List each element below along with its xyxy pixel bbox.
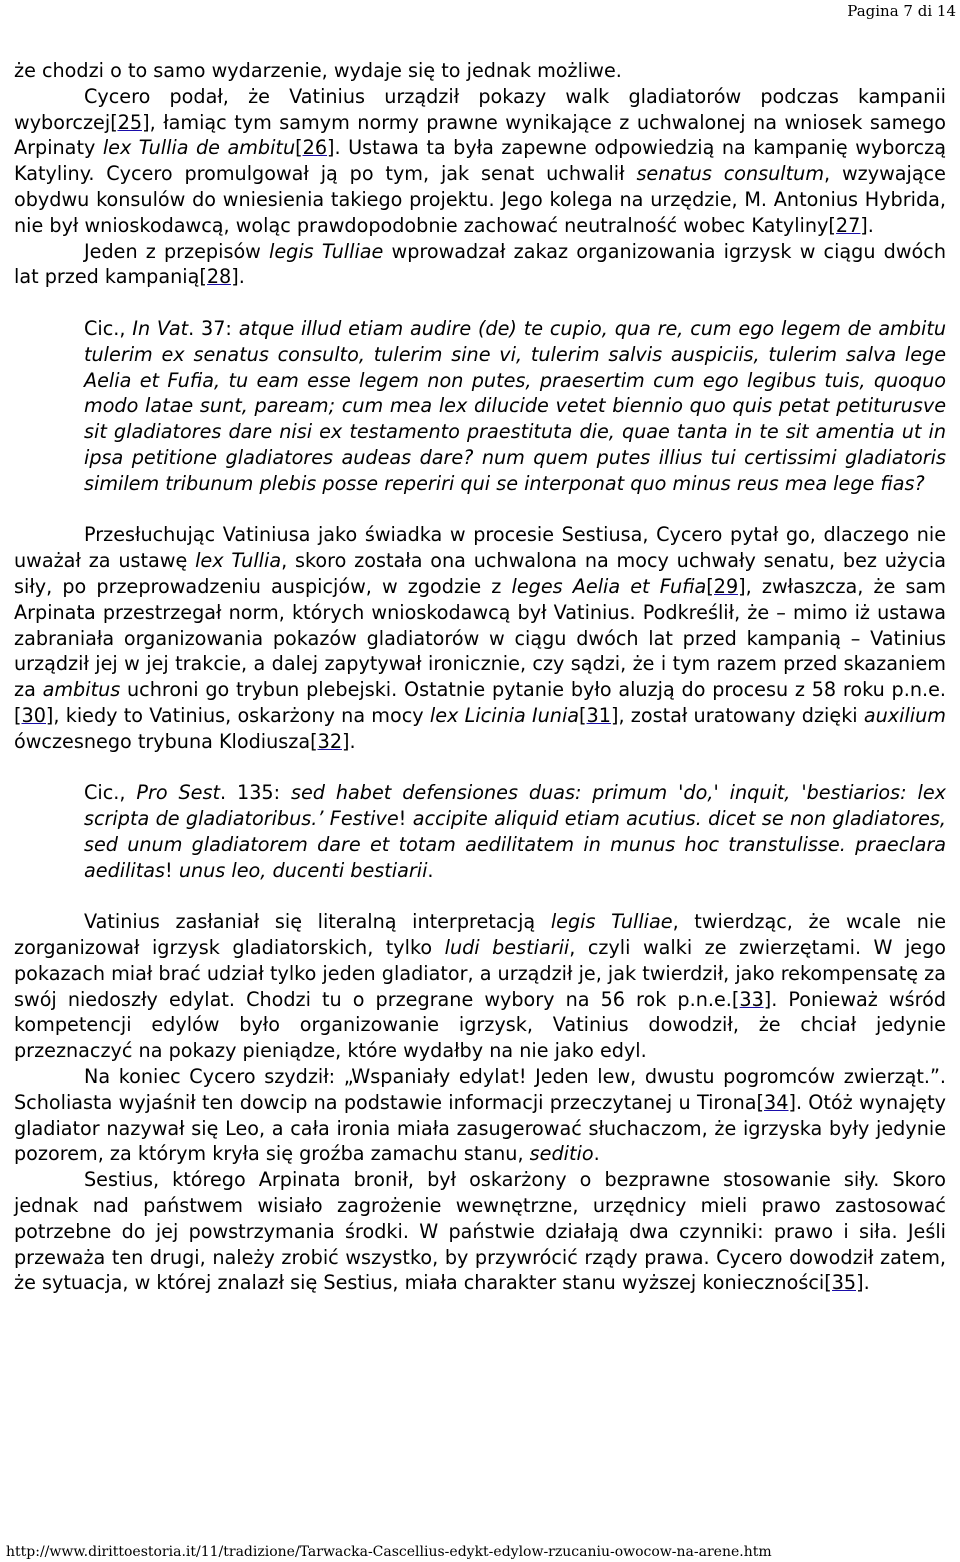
paragraph-lex-tullia: Jeden z przepisów legis Tulliae wprowadzał zakaz organizowania igrzysk w ciągu dwóch lat przed kampanią[28]. — [14, 239, 946, 289]
paragraph-sestius: Sestius, którego Arpinata bronił, był oskarżony o bezprawne stosowanie siły. Skoro jednak nad państwem wisiało zagrożenie wewnętrzne, urzędnicy mieli prawo zastosować potrzebne do jej powstrzymania środki. W państwie działają dwa czynniki: prawo i siła. Jeśli przeważa ten drugi, należy zrobić wszystko, by przywrócić rządy prawa. Cycero dowodził zatem, że sytuacja, w której znalazł się Sestius, miała charakter stanu wyższej konieczności[35]. — [14, 1168, 946, 1295]
page-number-label: Pagina 7 di 14 — [847, 2, 956, 20]
footnote-link-31[interactable]: [31] — [579, 703, 619, 727]
paragraph-intro: że chodzi o to samo wydarzenie, wydaje się to jednak możliwe. Cycero podał, że Vatinius urządził pokazy walk gladiatorów podczas kampanii wyborczej[25], łamiąc tym samym normy prawne wynikające z uchwalonej na wniosek samego Arpinaty lex Tullia de ambitu[26]. Ustawa ta była zapewne odpowiedzią na kampanię wyborczą Katyliny. Cycero promulgował ją po tym, jak senat uchwalił senatus consultum, wzywające obydwu konsulów do wniesienia takiego projektu. Jego kolega na urzędzie, M. Antonius Hybrida, nie był wnioskodawcą, woląc prawdopodobnie zachować neutralność wobec Katyliny[27]. — [14, 59, 947, 237]
spacer — [14, 290, 946, 316]
footnote-link-33[interactable]: [33] — [731, 987, 772, 1011]
footnote-link-29[interactable]: [29] — [706, 574, 746, 598]
paragraph-interrogation: Przesłuchując Vatiniusa jako świadka w procesie Sestiusa, Cycero pytał go, dlaczego nie uważał za ustawę lex Tullia, skoro została ona uchwalona na mocy uchwały senatu, bez użycia siły, po przeprowadzeniu auspicjów, w zgodzie z leges Aelia et Fufia[29], zwłaszcza, że sam Arpinata przestrzegał norm, których wnioskodawcą był Vatinius. Podkreślił, że – mimo iż ustawa zabraniała organizowania pokazów gladiatorów w ciągu dwóch lat przed kampanią – Vatinius urządził jej w jej trakcie, a dalej zapytywał ironicznie, czy sądzi, że i tym razem przed skazaniem za ambitus uchroni go trybun plebejski. Ostatnie pytanie było aluzją do procesu z 58 roku p.n.e.[30], kiedy to Vatinius, oskarżony na mocy lex Licinia Iunia[31], został uratowany dzięki auxilium ówczesnego trybuna Klodiusza[32]. — [14, 523, 946, 753]
quote-in-vatinium: Cic., In Vat. 37: atque illud etiam audire (de) te cupio, qua re, cum ego legem de ambitu tulerim ex senatus consulto, tulerim sine vi, tulerim salvis auspiciis, tulerim salva lege Aelia et Fufia, tu eam esse legem non putes, praesertim cum ego legibus tuis, quoquo modo latae sunt, paream; cum mea lex dilucide vetet biennio quo quis petat petiturusve sit gladiatores dare nisi ex testamento praestituta die, quae tanta in te sit amentia ut in ipsa petitione gladiatores audeas dare? num quem putes illius tui certissimi gladiatoris similem tribunum plebis posse reperiri qui se interponat quo minus reus mea lege fias? — [84, 316, 947, 495]
footnote-link-30[interactable]: [30] — [14, 703, 54, 727]
footnote-link-34[interactable]: [34] — [756, 1090, 796, 1114]
footnote-link-25[interactable]: [25] — [110, 110, 150, 134]
footnote-link-32[interactable]: [32] — [310, 729, 350, 753]
spacer — [14, 497, 946, 523]
quote-pro-sestio: Cic., Pro Sest. 135: sed habet defensiones duas: primum 'do,' inquit, 'bestiarios: lex scripta de gladiatoribus.’ Festive! accipite aliquid etiam acutius. dicet se non gladiatores, sed unum gladiatorem dare et totam aedilitatem in munus hoc transtulisse. praeclara aedilitas! unus leo, ducenti bestiarii. — [84, 781, 946, 882]
footnote-link-27[interactable]: [27] — [828, 213, 868, 237]
article-body — [14, 58, 946, 1296]
footnote-link-26[interactable]: [26] — [295, 136, 335, 160]
page-url-footer: http://www.dirittoestoria.it/11/tradizione/Tarwacka-Cascellius-edykt-edylow-rzucaniu-owocow-na-arene.htm — [6, 1544, 772, 1560]
paragraph-vatinius-defence: Vatinius zasłaniał się literalną interpretacją legis Tulliae, twierdząc, że wcale nie zorganizował igrzysk gladiatorskich, tylko ludi bestiarii, czyli walki ze zwierzętami. W jego pokazach miał brać udział tylko jeden gladiator, a urządził je, jak twierdził, jako rekompensatę za swój niedoszły edylat. Chodzi tu o przegrane wybory na 56 rok p.n.e.[33]. Ponieważ wśród kompetencji edylów było organizowanie igrzysk, Vatinius dowodził, że chciał jedynie przeznaczyć na pokazy pieniądze, które wydałby na nie jako edyl. — [14, 910, 947, 1063]
paragraph-mockery: Na koniec Cycero szydził: „Wspaniały edylat! Jeden lew, dwustu pogromców zwierząt.”. Scholiasta wyjaśnił ten dowcip na podstawie informacji przeczytanej u Tirona[34]. Otóż wynajęty gladiator nazywał się Leo, a cała ironia miała zasugerować słuchaczom, że igrzyska były jedynie pozorem, za którym kryła się groźba zamachu stanu, seditio. — [14, 1065, 946, 1166]
spacer — [14, 755, 946, 781]
footnote-link-28[interactable]: [28] — [199, 265, 239, 289]
spacer — [14, 884, 946, 910]
footnote-link-35[interactable]: [35] — [824, 1271, 864, 1295]
